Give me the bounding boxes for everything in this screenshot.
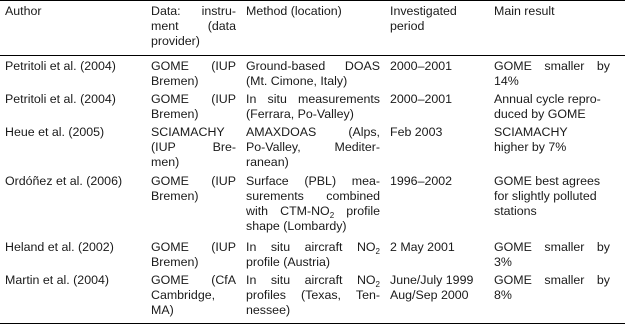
header-data-line-3: provider) — [151, 34, 200, 48]
header-method-text: Method (location) — [246, 4, 342, 18]
row-1-period: 2000–2001 — [390, 59, 453, 73]
row-6-data: GOME (CfA Cambridge, MA) — [151, 273, 236, 317]
header-period — [390, 4, 457, 34]
row-1-result: GOME smaller by 14% — [494, 59, 610, 88]
header-data — [151, 4, 236, 49]
header-period-line-1: Investigated — [390, 4, 457, 18]
row-6-author: Martin et al. (2004) — [5, 273, 109, 287]
row-4-data: GOME (IUP Bremen) — [151, 174, 236, 203]
row-5-method: In situ aircraft $NO_2$ profile (Austria) — [246, 240, 380, 269]
row-1-author: Petritoli et al. (2004) — [5, 59, 116, 73]
row-5-method-line-1: In situ aircraft $NO_2$ — [246, 240, 380, 256]
row-3-data: SCIAMACHY (IUP Bre- men) — [151, 125, 236, 169]
row-4-method-line-3: with CTM-$NO_2$ profile — [246, 204, 380, 220]
row-1-data: GOME (IUP Bremen) — [151, 59, 236, 88]
row-2-period: 2000–2001 — [390, 92, 453, 106]
row-3-period: Feb 2003 — [390, 125, 443, 139]
header-data-line-2: ment (data — [151, 19, 236, 33]
table-header-rule — [0, 55, 625, 56]
header-period-line-2: period — [390, 19, 425, 33]
header-author — [5, 4, 42, 19]
table-top-rule — [0, 0, 625, 1]
row-1-method: Ground-based DOAS (Mt. Cimone, Italy) — [246, 59, 380, 88]
header-result — [494, 4, 555, 19]
row-6-method: In situ aircraft $NO_2$ profiles (Texas, Ten- nessee) — [246, 273, 380, 317]
row-2-data: GOME (IUP Bremen) — [151, 92, 236, 121]
header-author-text: Author — [5, 4, 42, 18]
row-2-author: Petritoli et al. (2004) — [5, 92, 116, 106]
row-6-period: June/July 1999 Aug/Sep 2000 — [390, 273, 474, 302]
row-4-result: GOME best agrees for slightly polluted stations — [494, 174, 601, 218]
header-method — [246, 4, 342, 19]
table-bottom-rule — [0, 323, 625, 324]
row-5-author: Heland et al. (2002) — [5, 240, 114, 254]
row-6-result: GOME smaller by 8% — [494, 273, 610, 302]
header-result-text: Main result — [494, 4, 555, 18]
row-3-result: SCIAMACHY higher by 7% — [494, 125, 568, 154]
row-4-author: Ordóñez et al. (2006) — [5, 174, 123, 188]
row-4-method: Surface (PBL) mea- surements combined with CTM-$NO_2$ profile shape (Lombardy) — [246, 174, 380, 233]
row-3-method: AMAXDOAS (Alps, Po-Valley, Mediter- ranean) — [246, 125, 380, 169]
row-5-result: GOME smaller by 3% — [494, 240, 610, 269]
header-data-line-1: Data: instru- — [151, 4, 236, 18]
row-5-data: GOME (IUP Bremen) — [151, 240, 236, 269]
row-4-period: 1996–2002 — [390, 174, 453, 188]
row-6-method-line-1: In situ aircraft $NO_2$ — [246, 273, 380, 289]
row-5-period: 2 May 2001 — [390, 240, 455, 254]
row-3-author: Heue et al. (2005) — [5, 125, 105, 139]
row-2-result: Annual cycle repro- duced by GOME — [494, 92, 601, 121]
row-2-method: In situ measurements (Ferrara, Po-Valley) — [246, 92, 380, 121]
